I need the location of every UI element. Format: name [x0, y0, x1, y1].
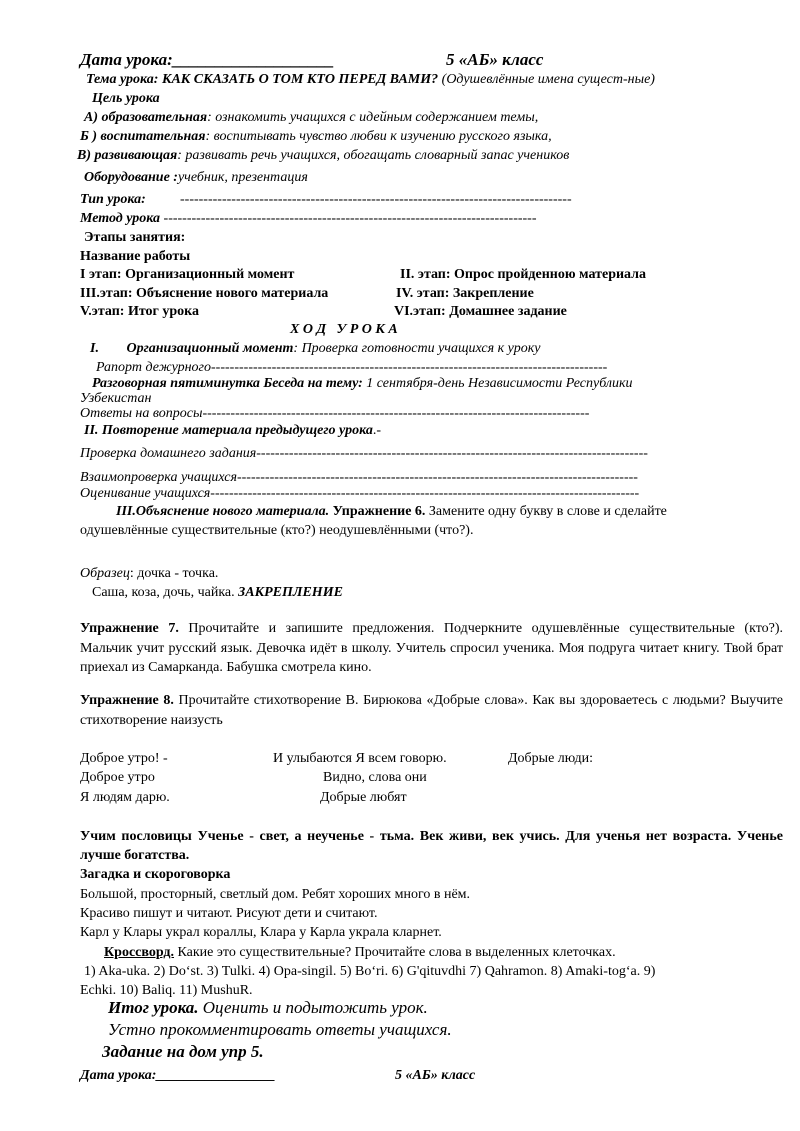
org-line — [90, 340, 540, 357]
ex8-paragraph — [80, 691, 783, 730]
class-label: 5 «АБ» класс — [446, 50, 544, 69]
crossword-label: Кроссворд. — [104, 945, 175, 960]
goal-b-label: Б ) воспитательная — [80, 129, 206, 144]
ex6-label: Упражнение 6. — [332, 504, 426, 519]
riddle-line: Красиво пишут и читают. Рисуют дети и считают. — [80, 906, 378, 921]
repeat-tail: .- — [372, 423, 381, 438]
poem-line: Добрые люди: — [508, 751, 594, 766]
explain-line — [116, 503, 667, 520]
poem-line: Видно, слова они — [323, 770, 427, 785]
sample-line — [80, 565, 218, 582]
crossword-line — [104, 944, 616, 961]
goal-b-text: : воспитывать чувство любви к изучению русского языка, — [205, 129, 552, 144]
topic-note: (Одушевлённые имена сущест-ные) — [441, 72, 655, 87]
goal-a — [84, 109, 538, 126]
stage-5: V.этап: Итог урока — [80, 304, 200, 319]
poem-line: Доброе утро — [80, 770, 155, 785]
method-dashes: -------------------------------------------------------------------------------- — [160, 211, 537, 226]
explain-label: III.Объяснение нового материала. — [116, 504, 330, 519]
riddle-title: Загадка и скороговорка — [80, 867, 231, 882]
homework-line: Задание на дом упр 5. — [102, 1042, 264, 1061]
goal-b — [80, 128, 552, 145]
summary-line — [108, 998, 428, 1018]
equipment-label: Оборудование : — [84, 170, 178, 185]
stage-6: VI.этап: Домашнее задание — [394, 304, 567, 319]
ex6-text: Замените одну букву в слове и сделайте — [425, 504, 667, 519]
poem-line: Я людям дарю. — [80, 790, 170, 805]
poem-line: Добрые любят — [320, 790, 407, 805]
ex8-text: Прочитайте стихотворение В. Бирюкова «Добрые слова». Как вы здороваетесь с людьми? Выучите стихотворение наизусть — [80, 693, 783, 728]
crossword-words-line-2: Echki. 10) Baliq. 11) MushuR. — [80, 983, 253, 998]
summary-line-2: Устно прокомментировать ответы учащихся. — [108, 1020, 452, 1039]
goal-label: Цель урока — [92, 91, 160, 106]
report-line: Рапорт дежурного------------------------------------------------------------------------------------- — [96, 360, 608, 375]
tongue-twister-line: Карл у Клары украл кораллы, Клара у Карла украла кларнет. — [80, 925, 442, 940]
stages-work-title: Название работы — [80, 249, 191, 264]
summary-text: Оценить и подытожить урок. — [198, 998, 428, 1017]
ex7-label: Упражнение 7. — [80, 621, 179, 636]
lesson-type-label: Тип урока: — [80, 192, 146, 207]
summary-label: Итог урока. — [108, 998, 199, 1017]
sample-label: Образец — [80, 566, 130, 581]
crossword-text: Какие это существительные? Прочитайте слова в выделенных клеточках. — [174, 945, 616, 960]
date-label: Дата урока:___________________ — [80, 50, 335, 69]
lesson-type-dashes: ------------------------------------------------------------------------------------ — [180, 192, 572, 207]
grading-line: Оценивание учащихся-------------------------------------------------------------------------------------------- — [80, 486, 640, 501]
poem-line: И улыбаются Я всем говорю. — [273, 751, 447, 766]
crossword-words-line: 1) Aka-uka. 2) Do‘st. 3) Tulki. 4) Opa-singil. 5) Bo‘ri. 6) G'qituvdhi 7) Qahramon. 8) Amaki-tog‘a. 9) — [84, 964, 656, 979]
poem-line: Доброе утро! - — [80, 751, 168, 766]
stage-3: III.этап: Объяснение нового материала — [80, 286, 329, 301]
talk-line — [92, 375, 633, 392]
course-title: Х О Д У Р О К А — [290, 322, 398, 337]
goal-c-label: В) развивающая — [77, 148, 178, 163]
stage-2: II. этап: Опрос пройденною материала — [400, 267, 647, 282]
repeat-line — [84, 422, 381, 439]
ex7-text: Прочитайте и запишите предложения. Подчеркните одушевлённые существительные (кто?). Мальчик учит русский язык. Девочка идёт в школу. Учитель спросил ученика. Моя подруга читает книгу. Твой брат приехал из Самарканда. Бабушка смотрела кино. — [80, 621, 783, 675]
goal-a-text: : ознакомить учащихся с идейным содержанием темы, — [207, 110, 539, 125]
words-text: Саша, коза, дочь, чайка. — [92, 585, 235, 600]
topic-label: Тема урока — [86, 72, 154, 87]
org-text: : Проверка готовности учащихся к уроку — [293, 341, 541, 356]
talk-line-2: Узбекистан — [80, 391, 152, 406]
footer-class-label: 5 «АБ» класс — [395, 1068, 476, 1083]
goal-c — [77, 147, 569, 164]
topic-text: : КАК СКАЗАТЬ О ТОМ КТО ПЕРЕД ВАМИ? — [153, 72, 439, 87]
org-label: Организационный момент — [126, 341, 294, 356]
stage-1: I этап: Организационный момент — [80, 267, 295, 282]
goal-a-label: А) образовательная — [84, 110, 208, 125]
goal-c-text: : развивать речь учащихся, обогащать словарный запас учеников — [177, 148, 570, 163]
consolidation-label: ЗАКРЕПЛЕНИЕ — [238, 585, 343, 600]
equipment-text: учебник, презентация — [177, 170, 308, 185]
topic-line — [86, 71, 655, 88]
footer-date-label: Дата урока:_________________ — [80, 1068, 276, 1083]
proverbs-paragraph: Учим пословицы Ученье - свет, а неученье - тьма. Век живи, век учись. Для ученья нет возраста. Ученье лучше богатства. — [80, 829, 783, 863]
ex6-line-2: одушевлённые существительные (кто?) неодушевлёнными (что?). — [80, 523, 474, 538]
stage-4: IV. этап: Закрепление — [396, 286, 534, 301]
sample-text: : дочка - точка. — [129, 566, 219, 581]
method-label: Метод урока — [80, 211, 161, 226]
stages-title: Этапы занятия: — [84, 230, 186, 245]
words-line — [92, 584, 343, 601]
repeat-label: II. Повторение материала предыдущего урока — [84, 423, 373, 438]
method-line — [80, 210, 537, 227]
talk-text: 1 сентября-день Независимости Республики — [362, 376, 633, 391]
ex7-paragraph — [80, 619, 783, 678]
equipment-line — [84, 169, 308, 186]
talk-label: Разговорная пятиминутка Беседа на тему: — [92, 376, 363, 391]
lesson-type-line — [80, 191, 572, 208]
answers-line: Ответы на вопросы----------------------------------------------------------------------------------- — [80, 406, 590, 421]
hw-check-line: Проверка домашнего задания------------------------------------------------------------------------------------ — [80, 446, 648, 461]
ex8-label: Упражнение 8. — [80, 693, 174, 708]
peer-check-line: Взаимопроверка учащихся-------------------------------------------------------------------------------------- — [80, 470, 638, 485]
org-num: I. — [90, 341, 99, 356]
riddle-line: Большой, просторный, светлый дом. Ребят хороших много в нём. — [80, 887, 471, 902]
